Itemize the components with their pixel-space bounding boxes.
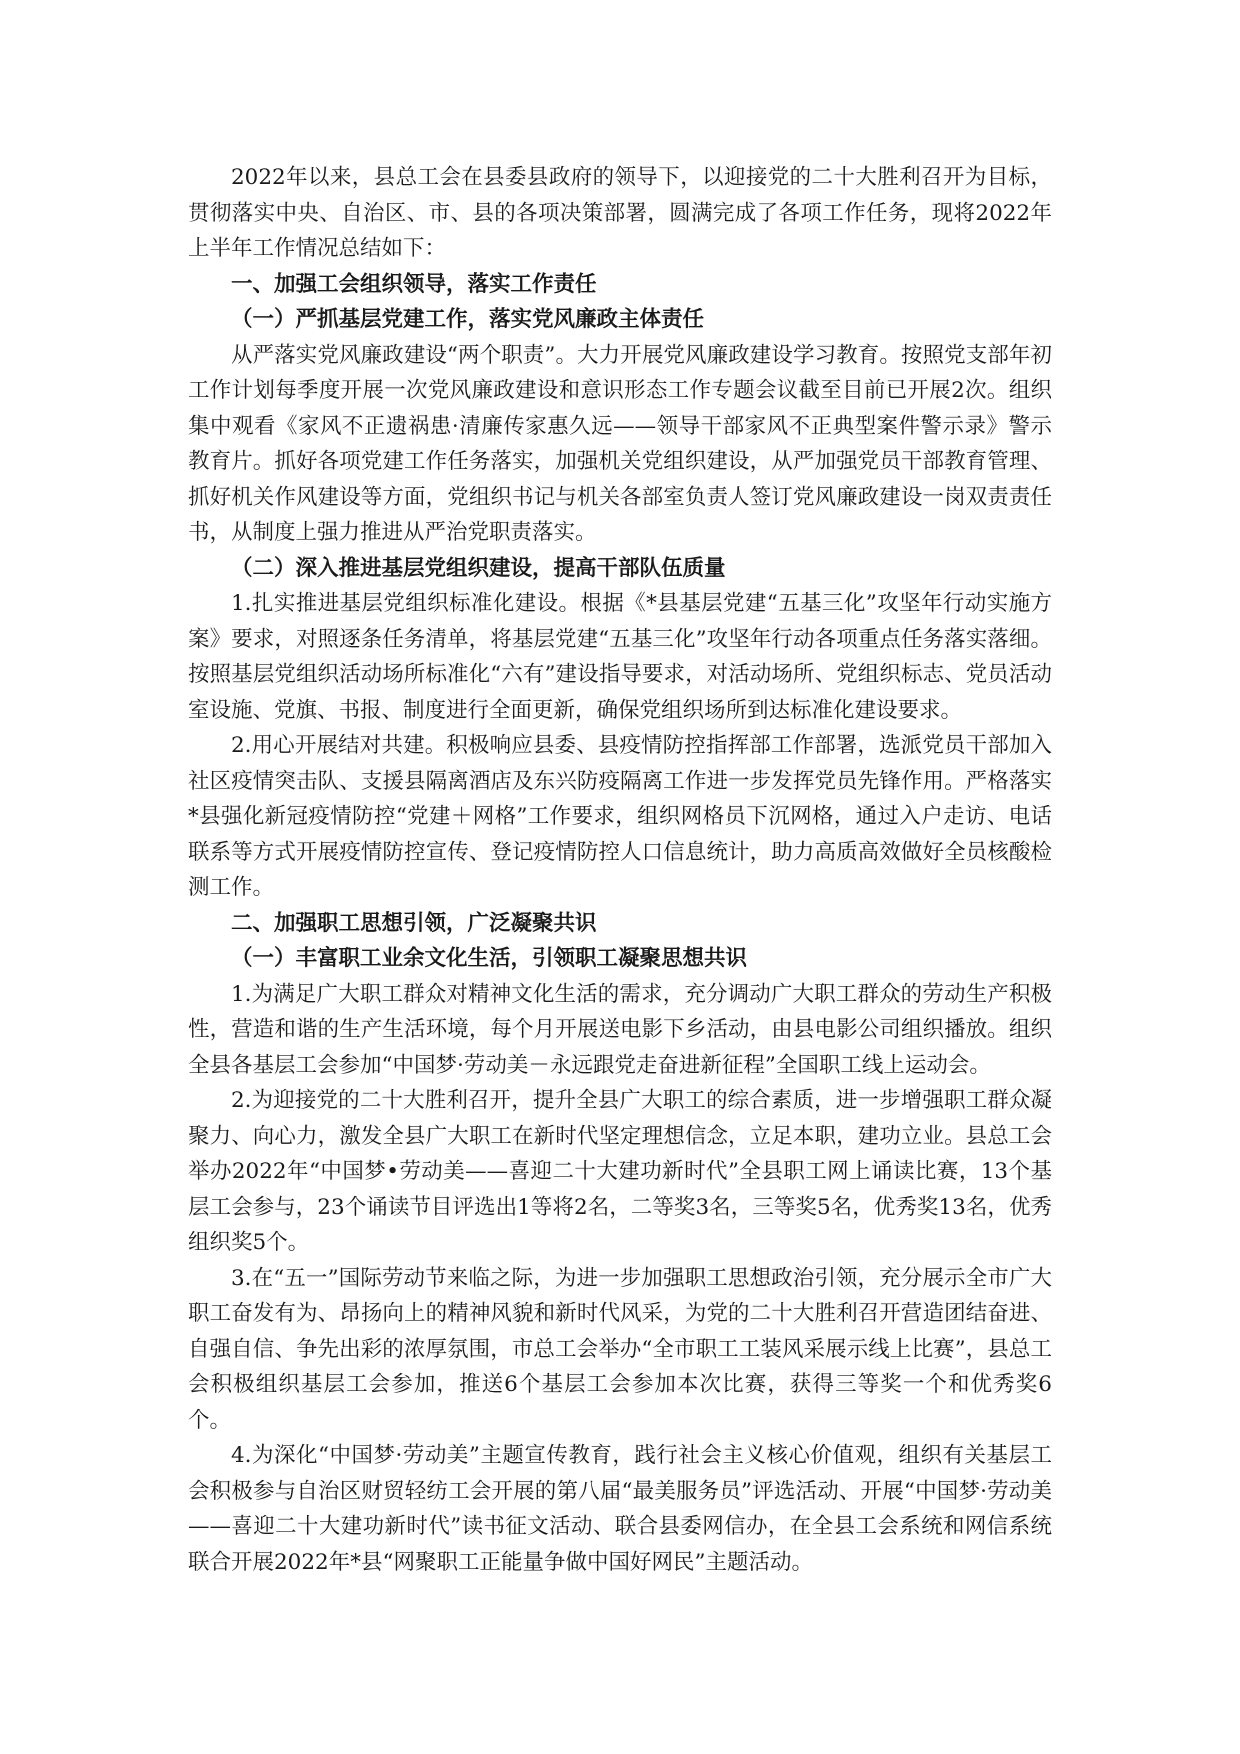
section-heading-1: 一、加强工会组织领导，落实工作责任 xyxy=(231,271,597,297)
body-paragraph: 2.为迎接党的二十大胜利召开，提升全县广大职工的综合素质，进一步增强职工群众凝聚力、向心力，激发全县广大职工在新时代坚定理想信念，立足本职，建功立业。县总工会举办2022年“中国梦•劳动美——喜迎二十大建功新时代”全县职工网上诵读比赛，13个基层工会参与，23个诵读节目评选出1等将2名，二等奖3名，三等奖5名，优秀奖13名，优秀组织奖5个。 xyxy=(188,1088,1052,1255)
body-paragraph: 3.在“五一”国际劳动节来临之际，为进一步加强职工思想政治引领，充分展示全市广大职工奋发有为、昂扬向上的精神风貌和新时代风采，为党的二十大胜利召开营造团结奋进、自强自信、争先出彩的浓厚氛围，市总工会举办“全市职工工装风采展示线上比赛”，县总工会积极组织基层工会参加，推送6个基层工会参加本次比赛，获得三等奖一个和优秀奖6个。 xyxy=(188,1265,1052,1433)
section-heading-2: 二、加强职工思想引领，广泛凝聚共识 xyxy=(231,910,597,936)
subsection-heading-2-1: （一）丰富职工业余文化生活，引领职工凝聚思想共识 xyxy=(231,946,748,971)
document-body xyxy=(188,160,1052,1580)
subsection-heading-1-1: （一）严抓基层党建工作，落实党风廉政主体责任 xyxy=(231,307,705,332)
subsection-heading-1-2: （二）深入推进基层党组织建设，提高干部队伍质量 xyxy=(231,555,726,581)
intro-paragraph: 2022年以来，县总工会在县委县政府的领导下，以迎接党的二十大胜利召开为目标，贯彻落实中央、自治区、市、县的各项决策部署，圆满完成了各项工作任务，现将2022年上半年工作情况总结如下： xyxy=(188,165,1052,261)
body-paragraph: 4.为深化“中国梦·劳动美”主题宣传教育，践行社会主义核心价值观，组织有关基层工会积极参与自治区财贸轻纺工会开展的第八届“最美服务员”评选活动、开展“中国梦·劳动美——喜迎二十大建功新时代”读书征文活动、联合县委网信办，在全县工会系统和网信系统联合开展2022年*县“网聚职工正能量争做中国好网民”主题活动。 xyxy=(188,1443,1052,1575)
body-paragraph: 1.为满足广大职工群众对精神文化生活的需求，充分调动广大职工群众的劳动生产积极性，营造和谐的生产生活环境，每个月开展送电影下乡活动，由县电影公司组织播放。组织全县各基层工会参加“中国梦·劳动美－永远跟党走奋进新征程”全国职工线上运动会。 xyxy=(188,981,1052,1078)
body-paragraph: 从严落实党风廉政建设“两个职责”。大力开展党风廉政建设学习教育。按照党支部年初工作计划每季度开展一次党风廉政建设和意识形态工作专题会议截至目前已开展2次。组织集中观看《家风不正遗祸患·清廉传家惠久远——领导干部家风不正典型案件警示录》警示教育片。抓好各项党建工作任务落实，加强机关党组织建设，从严加强党员干部教育管理、抓好机关作风建设等方面，党组织书记与机关各部室负责人签订党风廉政建设一岗双责责任书，从制度上强力推进从严治党职责落实。 xyxy=(188,342,1052,545)
body-paragraph: 2.用心开展结对共建。积极响应县委、县疫情防控指挥部工作部署，选派党员干部加入社区疫情突击队、支援县隔离酒店及东兴防疫隔离工作进一步发挥党员先锋作用。严格落实*县强化新冠疫情防控“党建＋网格”工作要求，组织网格员下沉网格，通过入户走访、电话联系等方式开展疫情防控宣传、登记疫情防控人口信息统计，助力高质高效做好全员核酸检测工作。 xyxy=(188,733,1052,900)
body-paragraph: 1.扎实推进基层党组织标准化建设。根据《*县基层党建“五基三化”攻坚年行动实施方案》要求，对照逐条任务清单，将基层党建“五基三化”攻坚年行动各项重点任务落实落细。按照基层党组织活动场所标准化“六有”建设指导要求，对活动场所、党组织标志、党员活动室设施、党旗、书报、制度进行全面更新，确保党组织场所到达标准化建设要求。 xyxy=(188,591,1052,723)
